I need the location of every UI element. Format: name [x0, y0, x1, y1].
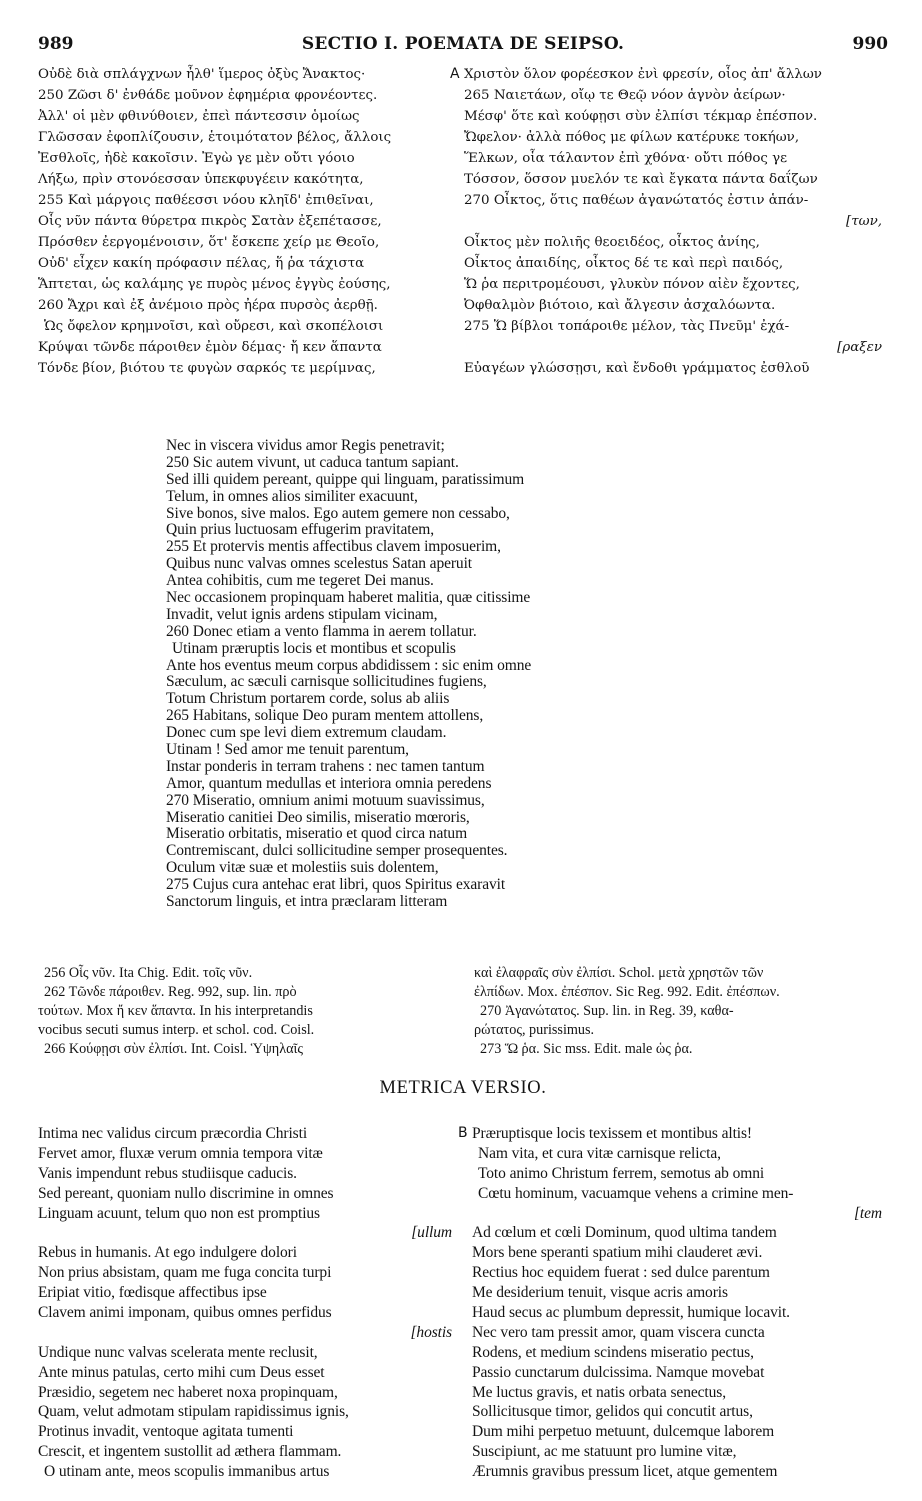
page-number-left: 989 [38, 34, 74, 54]
verse-line: Linguam acuunt, telum quo non est promptius [38, 1204, 320, 1222]
footnotes-right [474, 964, 888, 1059]
verse-line: Passio cunctarum dulcissima. Namque movebat [472, 1363, 765, 1381]
verse-line: Toto animo Christum ferrem, semotus ab omni [478, 1164, 765, 1182]
verse-line: Præsidio, segetem nec haberet noxa propinquam, [38, 1383, 338, 1401]
latin-line: Utinam ! Sed amor me tenuit parentum, [166, 741, 409, 759]
latin-line: 265 Habitans, solique Deo puram mentem attollens, [166, 707, 484, 725]
greek-line: Ἀλλ' οἱ μὲν φθινύθοιεν, ἐπεὶ πάντεσσιν ὁμοίως [38, 109, 360, 124]
latin-line: Quin prius luctuosam effugerim pravitatem, [166, 521, 434, 539]
latin-line: Miseratio canitiei Deo similis, miseratio mœroris, [166, 808, 470, 826]
latin-line: 270 Miseratio, omnium animi motuum suavissimus, [166, 791, 485, 809]
latin-line: Nec occasionem propinquam haberet malitia, quæ citissime [166, 589, 531, 607]
footnote-line: 262 Τῶνδε πάροιθεν. Reg. 992, sup. lin. πρὸ [44, 984, 297, 1000]
verse-line: Eripiat vitio, fœdisque affectibus ipse [38, 1284, 267, 1302]
page-number-right: 990 [852, 34, 888, 54]
running-title: SECTIO I. POEMATA DE SEIPSO. [301, 34, 625, 54]
greek-line: Οἶκτος μὲν πολιῆς θεοειδέος, οἶκτος ἀνίης, [464, 235, 760, 250]
verse-line: Quam, velut admotam stipulam rapidissimus ignis, [38, 1403, 349, 1421]
verse-line-continuation: [tem [853, 1204, 882, 1222]
latin-line: Miseratio orbitatis, miseratio et quod circa natum [166, 825, 468, 843]
verse-line: Vanis impendunt rebus studiisque caducis. [38, 1164, 297, 1182]
greek-line: 250 Ζῶσι δ' ἐνθάδε μοῦνον ἐφημέρια φρονέοντες. [38, 88, 378, 103]
metrical-version-left [38, 1124, 458, 1482]
latin-line: 255 Et protervis mentis affectibus clavem imposuerim, [166, 538, 501, 556]
verse-line: Sed pereant, quoniam nullo discrimine in omnes [38, 1184, 334, 1202]
footnote-line: 270 Ἀγανώτατος. Sup. lin. in Reg. 39, καθα- [480, 1003, 734, 1019]
column-marker-b: B [458, 1125, 468, 1141]
greek-line: 275 Ὥ βίβλοι τοπάροιθε μέλον, τὰς Πνεῦμ' ἐχά- [464, 319, 790, 334]
verse-line: Rectius hoc equidem fuerat : sed dulce parentum [472, 1264, 770, 1282]
greek-line: 255 Καὶ μάργοις παθέεσσι νόου κληῖδ' ἐπιθεῖναι, [38, 193, 374, 208]
greek-line: Ἕλκων, οἷα τάλαντον ἐπὶ χθόνα· οὔτι πόθος γε [464, 151, 788, 166]
verse-line: Crescit, et ingentem sustollit ad æthera flammam. [38, 1443, 342, 1461]
latin-line: Donec cum spe levi diem extremum claudam. [166, 724, 447, 742]
verse-line: Nam vita, et cura vitæ carnisque relicta, [478, 1144, 721, 1162]
latin-line: 250 Sic autem vivunt, ut caduca tantum sapiant. [166, 453, 459, 471]
verse-line: Undique nunc valvas scelerata mente reclusit, [38, 1343, 318, 1361]
greek-line-continuation: [ραξεν [837, 340, 882, 355]
verse-line: Ad cœlum et cœli Dominum, quod ultima tandem [472, 1224, 777, 1242]
greek-line: Μέσφ' ὅτε καὶ κούφῃσι σὺν ἐλπίσι τέκμαρ ἐπέσπον. [464, 109, 818, 124]
greek-line: Οὐδὲ διὰ σπλάγχνων ἦλθ' ἵμερος ὀξὺς Ἄνακτος· [38, 67, 366, 82]
latin-line: Telum, in omnes alios similiter exacuunt, [166, 487, 418, 505]
verse-line: Mors bene speranti spatium mihi clauderet ævi. [472, 1244, 763, 1262]
footnote-line: 256 Οἷς νῦν. Ita Chig. Edit. τοῖς νῦν. [44, 965, 253, 981]
greek-line: Οὐδ' εἶχεν κακίη πρόφασιν πέλας, ἥ ῥα τάχιστα [38, 256, 365, 271]
verse-line: Cœtu hominum, vacuamque vehens a crimine men- [478, 1184, 794, 1202]
verse-line: Haud secus ac plumbum depressit, humique locavit. [472, 1304, 790, 1322]
footnotes-left [38, 964, 468, 1059]
verse-line: Suscipiunt, ac me statuunt pro lumine vitæ, [472, 1443, 737, 1461]
verse-line-text: Præruptisque locis texissem et montibus altis! [472, 1125, 752, 1142]
greek-line: Πρόσθεν ἐεργομένοισιν, ὅτ' ἔσκεπε χείρ με Θεοῖο, [38, 235, 380, 250]
verse-line: Nec vero tam pressit amor, quam viscera cuncta [472, 1323, 765, 1341]
greek-text-left-column [38, 64, 458, 379]
latin-line: Sive bonos, sive malos. Ego autem gemere non cessabo, [166, 504, 510, 522]
running-header [38, 34, 888, 58]
column-marker-a: A [450, 66, 460, 82]
metrical-version-right [458, 1124, 888, 1482]
footnote-line: vocibus secuti sumus interp. et schol. cod. Coisl. [38, 1022, 315, 1038]
greek-line: Ὡς ὄφελον κρημνοῖσι, καὶ οὔρεσι, καὶ σκοπέλοισι [44, 319, 384, 334]
greek-line: 260 Ἄχρι καὶ ἐξ ἀνέμοιο πρὸς ἠέρα πυρσὸς ἀερθῇ. [38, 298, 378, 313]
verse-line: Rodens, et medium scindens miseratio pectus, [472, 1343, 754, 1361]
verse-line: Non prius absistam, quam me fuga concita turpi [38, 1264, 332, 1282]
greek-line: Ἅπτεται, ὡς καλάμης γε πυρὸς μένος ἐγγὺς ἐούσης, [38, 277, 391, 292]
greek-line: 270 Οἶκτος, ὅτις παθέων ἀγανώτατός ἐστιν ἁπάν- [464, 193, 809, 208]
latin-line: Quibus nunc valvas omnes scelestus Satan aperuit [166, 555, 472, 573]
greek-line: Τόσσον, ὅσσον μυελόν τε καὶ ἔγκατα πάντα δαΐζων [464, 172, 818, 187]
section-heading: METRICA VERSIO. [379, 1078, 547, 1098]
verse-line: Intima nec validus circum præcordia Christi [38, 1125, 308, 1142]
greek-line: Ὤφελον· ἀλλὰ πόθος με φίλων κατέρυκε τοκήων, [464, 130, 800, 145]
latin-line: Utinam præruptis locis et montibus et scopulis [172, 639, 456, 657]
footnote-line: τούτων. Mox ἤ κεν ἅπαντα. In his interpretandis [38, 1003, 313, 1019]
greek-line: Ὥ ῥα περιτρομέουσι, γλυκὺν πόνον αἰὲν ἔχοντες, [464, 277, 800, 292]
latin-line: Oculum vitæ suæ et molestiis suis dolentem, [166, 859, 439, 877]
verse-line: Rebus in humanis. At ego indulgere dolori [38, 1244, 297, 1262]
latin-line: Nec in viscera vividus amor Regis penetravit; [166, 437, 445, 454]
verse-line: O utinam ante, meos scopulis immanibus artus [44, 1463, 330, 1481]
verse-line-continuation: [ullum [411, 1224, 452, 1242]
greek-line-text: Χριστὸν ὅλον φορέεσκον ἐνὶ φρεσίν, οἷος ἀπ' ἄλλων [464, 67, 822, 82]
greek-line: Ἐσθλοῖς, ἠδὲ κακοῖσιν. Ἐγὼ γε μὲν οὔτι γόοιο [38, 151, 355, 166]
greek-line [450, 64, 888, 85]
greek-line: 265 Ναιετάων, οἴῳ τε Θεῷ νόον ἁγνὸν ἀείρων· [464, 88, 786, 103]
greek-line-continuation: [των, [846, 214, 882, 229]
greek-line: Ὀφθαλμὸν βιότοιο, καὶ ἄλγεσιν ἀσχαλόωντα. [464, 298, 776, 313]
footnote-line: 273 Ὥ ῥα. Sic mss. Edit. male ὡς ῥα. [480, 1041, 693, 1057]
footnote-line: ρώτατος, purissimus. [474, 1022, 595, 1038]
latin-line: Instar ponderis in terram trahens : nec tamen tantum [166, 757, 485, 775]
greek-line: Γλῶσσαν ἐφοπλίζουσιν, ἑτοιμότατον βέλος, ἄλλοις [38, 130, 392, 145]
verse-line: Ærumnis gravibus pressum licet, atque gementem [472, 1463, 778, 1481]
greek-line: Οἷς νῦν πάντα θύρετρα πικρὸς Σατὰν ἐξεπέτασσε, [38, 214, 382, 229]
verse-line [458, 1124, 888, 1144]
latin-line: 275 Cujus cura antehac erat libri, quos Spiritus exaravit [166, 876, 506, 894]
latin-line: Sanctorum linguis, et intra præclaram litteram [166, 893, 448, 911]
verse-line: Fervet amor, fluxæ verum omnia tempora vitæ [38, 1144, 323, 1162]
greek-line: Οἶκτος ἀπαιδίης, οἶκτος δέ τε καὶ περὶ παιδός, [464, 256, 784, 271]
greek-line: Λήξω, πρὶν στονόεσσαν ὑπεκφυγέειν κακότητα, [38, 172, 364, 187]
latin-line: Invadit, velut ignis ardens stipulam vicinam, [166, 605, 438, 623]
verse-line: Sollicitusque timor, gelidos qui concutit artus, [472, 1403, 753, 1421]
greek-line: Τόνδε βίον, βιότου τε φυγὼν σαρκός τε μερίμνας, [38, 361, 376, 376]
verse-line: Ante minus patulas, certo mihi cum Deus esset [38, 1363, 325, 1381]
greek-text-right-column [450, 64, 888, 379]
latin-line: Ante hos eventus meum corpus abdidissem : sic enim omne [166, 656, 532, 674]
verse-line: Dum mihi perpetuo metuunt, dulcemque laborem [472, 1423, 775, 1441]
footnote-line: ἐλπίδων. Mox. ἐπέσπον. Sic Reg. 992. Edit. ἐπέσπων. [474, 984, 780, 1000]
latin-line: Sed illi quidem pereant, quippe qui linguam, paratissimum [166, 470, 525, 488]
greek-line: Κρύψαι τῶνδε πάροιθεν ἐμὸν δέμας· ἤ κεν ἅπαντα [38, 340, 382, 355]
latin-line: Sæculum, ac sæculi carnisque sollicitudines fugiens, [166, 673, 487, 691]
latin-line: 260 Donec etiam a vento flamma in aerem tollatur. [166, 622, 477, 640]
footnote-line: καὶ ἐλαφραῖς σὺν ἐλπίσι. Schol. μετὰ χρηστῶν τῶν [474, 965, 764, 981]
latin-line: Antea cohibitis, cum me tegeret Dei manus. [166, 572, 434, 590]
latin-line: Contremiscant, dulci sollicitudine semper prosequentes. [166, 842, 508, 860]
latin-line: Amor, quantum medullas et interiora omnia peredens [166, 774, 492, 792]
verse-line-continuation: [hostis [410, 1323, 452, 1341]
verse-line: Me luctus gravis, et natis orbata senectus, [472, 1383, 726, 1401]
verse-line: Clavem animi imponam, quibus omnes perfidus [38, 1304, 332, 1322]
greek-line: Εὐαγέων γλώσσῃσι, καὶ ἔνδοθι γράμματος ἐσθλοῦ [464, 361, 810, 376]
verse-line: Me desiderium tenuit, visque acris amoris [472, 1284, 728, 1302]
footnote-line: 266 Κούφῃσι σὺν ἐλπίσι. Int. Coisl. Ὑψηλαῖς [44, 1041, 303, 1057]
latin-translation-block [166, 438, 726, 911]
latin-line: Totum Christum portarem corde, solus ab aliis [166, 690, 450, 708]
verse-line: Protinus invadit, ventoque agitata tumenti [38, 1423, 294, 1441]
